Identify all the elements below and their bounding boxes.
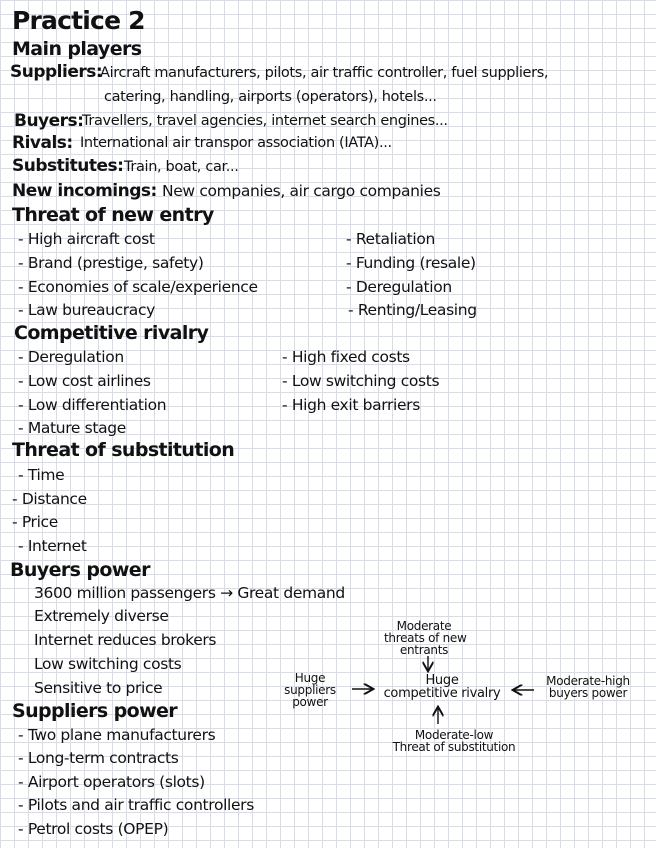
- list-item: Low switching costs: [34, 655, 182, 673]
- list-item: - Deregulation: [346, 278, 452, 296]
- list-item: Internet reduces brokers: [34, 631, 217, 649]
- rivals-label: Rivals:: [12, 133, 73, 153]
- main-players-heading: Main players: [12, 38, 142, 60]
- suppliers-text-line1: Aircraft manufacturers, pilots, air traffic controller, fuel suppliers,: [100, 65, 549, 81]
- competitive-rivalry-heading: Competitive rivalry: [14, 322, 209, 344]
- suppliers-label: Suppliers:: [10, 62, 103, 82]
- suppliers-power-heading: Suppliers power: [12, 700, 178, 722]
- list-item: - Low switching costs: [282, 372, 440, 390]
- node-text: competitive rivalry: [383, 686, 501, 701]
- node-text: entrants: [399, 643, 449, 657]
- list-item: - Petrol costs (OPEP): [18, 820, 169, 838]
- list-item: - Airport operators (slots): [18, 773, 205, 791]
- new-incomings-label: New incomings:: [12, 181, 157, 201]
- list-item: - Funding (resale): [346, 254, 476, 272]
- list-item: - Economies of scale/experience: [18, 278, 258, 296]
- list-item: Extremely diverse: [34, 607, 169, 625]
- list-item: - Mature stage: [18, 419, 126, 437]
- list-item: - Price: [12, 513, 58, 531]
- node-text: Huge: [425, 673, 459, 688]
- threat-substitution-heading: Threat of substitution: [12, 439, 235, 461]
- list-item: - Low differentiation: [18, 396, 167, 414]
- list-item: - Distance: [12, 490, 87, 508]
- threat-new-entry-heading: Threat of new entry: [12, 204, 214, 226]
- list-item: - Internet: [18, 537, 87, 555]
- suppliers-text-line2: catering, handling, airports (operators), hotels...: [104, 89, 437, 105]
- list-item: 3600 million passengers → Great demand: [34, 584, 345, 602]
- node-text: Moderate-low: [414, 728, 494, 742]
- list-item: - High aircraft cost: [18, 230, 155, 248]
- list-item: - Pilots and air traffic controllers: [18, 796, 254, 814]
- list-item: - Brand (prestige, safety): [18, 254, 204, 272]
- node-text: power: [292, 695, 328, 709]
- list-item: - Long-term contracts: [18, 749, 179, 767]
- list-item: - Deregulation: [18, 348, 124, 366]
- list-item: - Renting/Leasing: [348, 301, 477, 319]
- node-text: threats of new: [384, 631, 467, 645]
- node-text: Huge: [294, 671, 326, 685]
- list-item: - Retaliation: [346, 230, 435, 248]
- substitutes-label: Substitutes:: [12, 156, 124, 176]
- buyers-text: Travellers, travel agencies, internet search engines...: [82, 113, 448, 129]
- list-item: - High exit barriers: [282, 396, 420, 414]
- node-text: Moderate-high: [546, 674, 630, 688]
- node-text: suppliers: [284, 683, 336, 697]
- page-title: Practice 2: [12, 6, 145, 35]
- list-item: - High fixed costs: [282, 348, 410, 366]
- rivals-text: International air transpor association (IATA)...: [80, 135, 392, 151]
- list-item: - Time: [18, 466, 65, 484]
- list-item: Sensitive to price: [34, 679, 163, 697]
- new-incomings-text: New companies, air cargo companies: [162, 182, 441, 200]
- substitutes-text: Train, boat, car...: [124, 159, 239, 175]
- list-item: - Law bureaucracy: [18, 301, 155, 319]
- list-item: - Low cost airlines: [18, 372, 151, 390]
- node-text: Threat of substitution: [392, 740, 516, 754]
- list-item: - Two plane manufacturers: [18, 726, 216, 744]
- node-text: buyers power: [548, 686, 628, 700]
- node-text: Moderate: [396, 619, 452, 633]
- buyers-label: Buyers:: [14, 111, 84, 131]
- buyers-power-heading: Buyers power: [10, 559, 150, 581]
